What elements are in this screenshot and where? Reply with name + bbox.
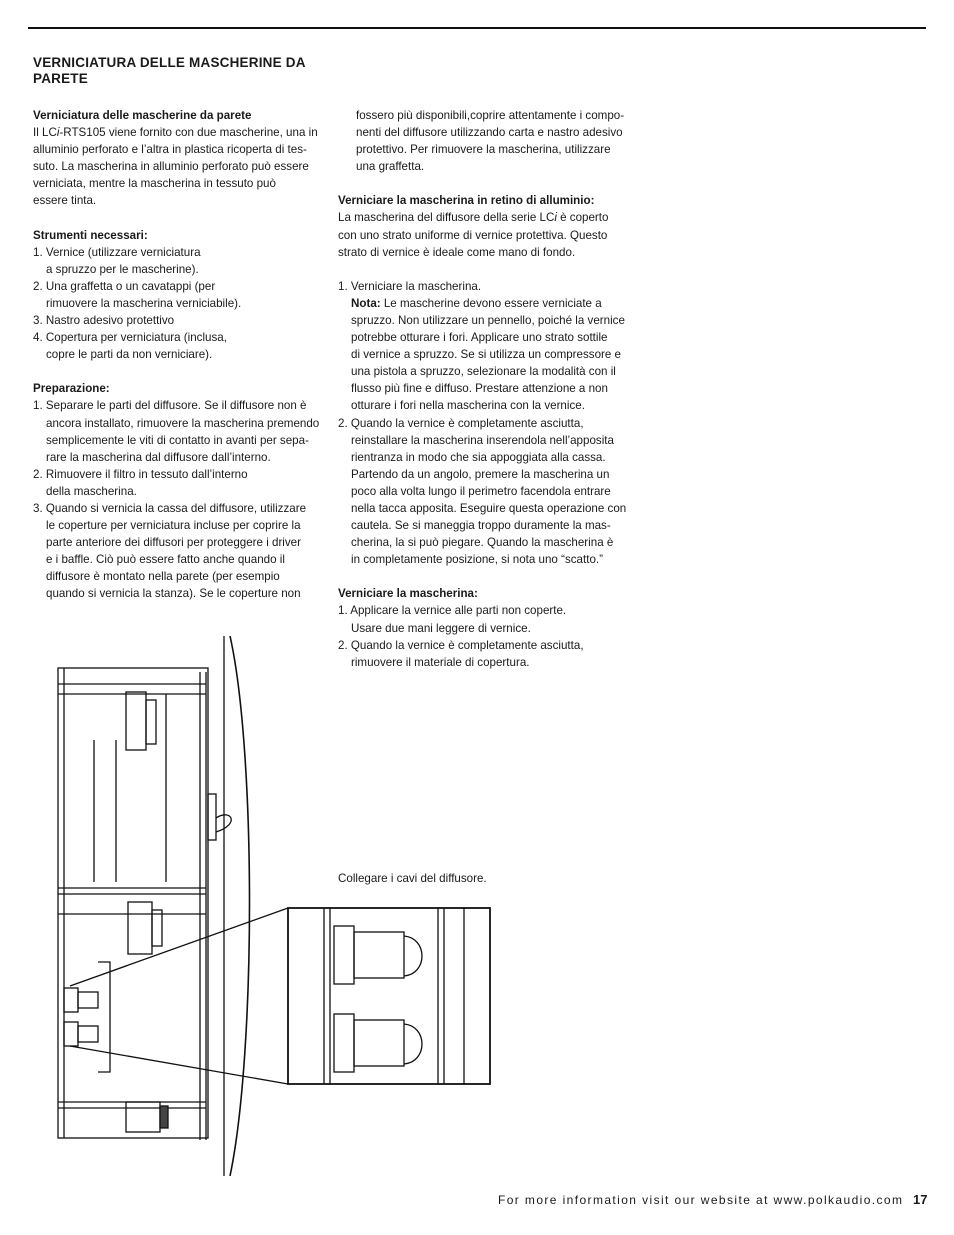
list-item-continuation: quando si vernicia la stanza). Se le coperture non [46, 587, 301, 601]
list-item: 3. Quando si vernicia la cassa del diffusore, utilizzare [33, 501, 307, 515]
note-block [338, 295, 638, 415]
note-line: spruzzo. Non utilizzare un pennello, poiché la vernice [351, 313, 625, 327]
step-line: nella tacca apposita. Eseguire questa operazione con [351, 501, 627, 515]
step-line: in completamente posizione, si nota uno “scatto.” [351, 553, 603, 567]
list-item: 1. Separare le parti del diffusore. Se il diffusore non è [33, 399, 307, 413]
step-line: rientranza in modo che sia appoggiata alla cassa. [351, 450, 606, 464]
note-line-0: Le mascherine devono essere verniciate a [380, 296, 602, 310]
continued-paragraph [338, 107, 638, 175]
heading-tools: Strumenti necessari: [33, 228, 148, 242]
text-line: una graffetta. [356, 160, 425, 174]
step-line: cherina, la si può piegare. Quando la mascherina è [351, 536, 614, 550]
text-line: nenti del diffusore utilizzando carta e nastro adesivo [356, 126, 623, 140]
note-label: Nota: [351, 296, 381, 310]
speaker-cross-section-diagram [56, 632, 496, 1180]
list-item-continuation: rimuovere il materiale di copertura. [351, 655, 530, 669]
note-line: potrebbe otturare i fori. Applicare uno strato sottile [351, 331, 608, 345]
list-item-continuation: della mascherina. [46, 484, 137, 498]
list-item-continuation: copre le parti da non verniciare). [46, 348, 213, 362]
list-item: 2. Rimuovere il filtro in tessuto dall’interno [33, 467, 248, 481]
step-line: cautela. Se si maneggia troppo duramente la mas- [351, 519, 611, 533]
list-item-continuation: rimuovere la mascherina verniciabile). [46, 296, 242, 310]
list-item: 2. Quando la vernice è completamente asciutta, [338, 638, 584, 652]
top-rule [28, 27, 926, 29]
list-item-continuation: ancora installato, rimuovere la mascherina premendo [46, 416, 320, 430]
list-item: 1. Vernice (utilizzare verniciatura [33, 245, 201, 259]
step-line: reinstallare la mascherina inserendola nell’apposita [351, 433, 614, 447]
list-item: 3. Nastro adesivo protettivo [33, 314, 175, 328]
page-number: 17 [913, 1192, 928, 1207]
note-line: una pistola a spruzzo, selezionare la modalità con il [351, 365, 616, 379]
heading-paint-grille: Verniciare la mascherina: [338, 587, 478, 601]
heading-painting-grilles: Verniciatura delle mascherine da parete [33, 109, 252, 122]
text-line: con uno strato uniforme di vernice protettiva. Questo [338, 228, 608, 242]
figure-caption: Collegare i cavi del diffusore. [338, 872, 487, 885]
text-line: Il LCi-RTS105 viene fornito con due mascherine, una in [33, 126, 318, 140]
step-line: poco alla volta lungo il perimetro facendola entrare [351, 484, 611, 498]
list-item: 2. Una graffetta o un cavatappi (per [33, 279, 216, 293]
step-line: Partendo da un angolo, premere la mascherina un [351, 467, 610, 481]
text-line: strato di vernice è ideale come mano di fondo. [338, 245, 576, 259]
note-line: flusso più fine e diffuso. Prestare attenzione a non [351, 382, 608, 396]
heading-preparation: Preparazione: [33, 382, 110, 396]
column-right [338, 107, 638, 671]
text-line: essere tinta. [33, 194, 97, 208]
aluminum-paragraph [338, 209, 638, 260]
list-item-continuation: rare la mascherina dal diffusore dall’interno. [46, 450, 271, 464]
step-line: 2. Quando la vernice è completamente asciutta, [338, 416, 584, 430]
list-item: 4. Copertura per verniciatura (inclusa, [33, 331, 227, 345]
text-line: suto. La mascherina in alluminio perforato può essere [33, 160, 309, 174]
list-item-continuation: le coperture per verniciatura incluse per coprire la [46, 519, 301, 533]
tools-list [33, 244, 333, 364]
preparation-list [33, 397, 333, 602]
list-item-continuation: diffusore è montato nella parete (per esempio [46, 570, 280, 584]
list-item-continuation: a spruzzo per le mascherine). [46, 262, 199, 276]
list-item-continuation: e i baffle. Ciò può essere fatto anche quando il [46, 553, 285, 567]
step-2 [338, 415, 638, 569]
text-line: alluminio perforato e l’altra in plastica ricoperta di tes- [33, 143, 307, 157]
list-item: 1. Applicare la vernice alle parti non coperte. [338, 604, 567, 618]
list-item-continuation: semplicemente le viti di contatto in avanti per sepa- [46, 433, 309, 447]
heading-aluminum-grille: Verniciare la mascherina in retino di alluminio: [338, 194, 595, 208]
step-1: 1. Verniciare la mascherina. [338, 279, 482, 293]
intro-paragraph [33, 124, 333, 209]
column-left [33, 107, 333, 603]
text-line: verniciata, mentre la mascherina in tessuto può [33, 177, 276, 191]
list-item-continuation: parte anteriore dei diffusori per proteggere i driver [46, 536, 301, 550]
note-line: otturare i fori nella mascherina con la vernice. [351, 399, 585, 413]
text-line: fossero più disponibili,coprire attentamente i compo- [356, 109, 625, 122]
footer-website-text: For more information visit our website at www.polkaudio.com [498, 1193, 904, 1207]
text-line: La mascherina del diffusore della serie LCi è coperto [338, 211, 609, 225]
section-title: VERNICIATURA DELLE MASCHERINE DA PARETE [33, 55, 306, 86]
text-line: protettivo. Per rimuovere la mascherina, utilizzare [356, 143, 611, 157]
note-line: di vernice a spruzzo. Se si utilizza un compressore e [351, 348, 621, 362]
list-item-continuation: Usare due mani leggere di vernice. [351, 621, 531, 635]
